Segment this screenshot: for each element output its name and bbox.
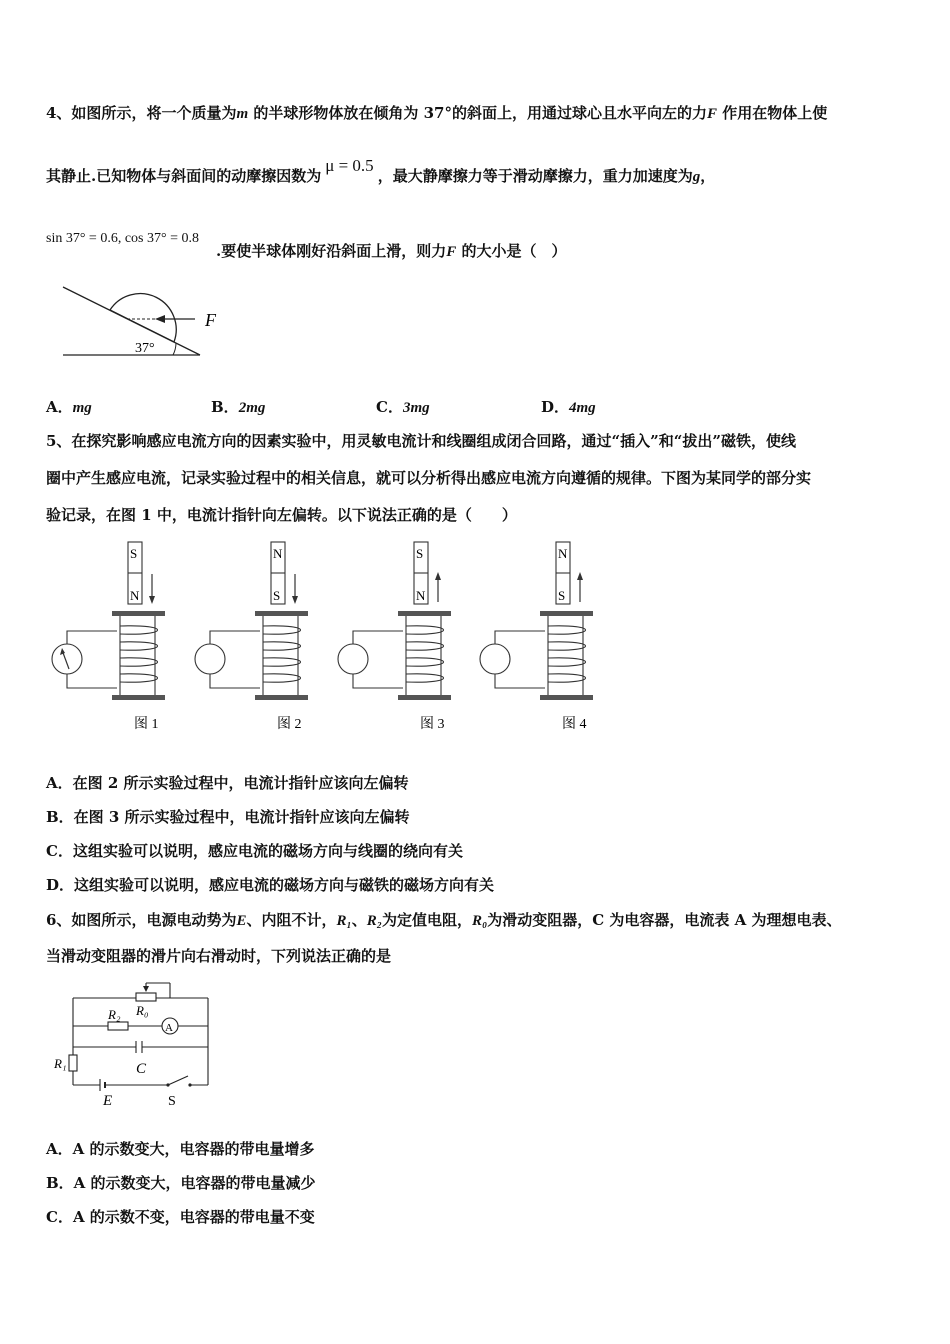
coil-cap-bottom-2 (255, 695, 308, 700)
q6-circuit-diagram (50, 975, 230, 1110)
galvanometer-3 (338, 644, 368, 674)
magnet-pole-bottom-2: S (273, 588, 281, 603)
q4-text: 4、如图所示，将一个质量为 (46, 104, 237, 122)
coil-cap-bottom-1 (112, 695, 165, 700)
figure-caption-3: 图 3 (420, 717, 445, 732)
q5-option-c[interactable]: C．这组实验可以说明，感应电流的磁场方向与线圈的绕向有关 (46, 842, 463, 860)
coil-cap-top-1 (112, 611, 165, 616)
q4-text: 作用在物体上使 (716, 104, 828, 122)
magnet-pole-bottom-1: N (130, 588, 140, 603)
magnet-pole-top-1: S (130, 546, 138, 561)
r2-label: R₂ (108, 1007, 121, 1022)
q4-text: 的大小是（ ） (456, 242, 567, 260)
q4-line-3b (216, 240, 566, 261)
hemisphere (110, 294, 176, 342)
coil-winding-2 (263, 626, 301, 682)
wire-top-1 (67, 631, 117, 644)
force-label: F (205, 310, 216, 330)
q5-line-3: 验记录，在图 1 中，电流计指针向左偏转。以下说法正确的是（ ） (46, 506, 517, 524)
magnet-pole-bottom-3: N (416, 588, 426, 603)
switch-label: S (168, 1094, 176, 1109)
q5-coil-figures (40, 538, 640, 738)
q4-line-2 (46, 156, 716, 186)
motion-arrowhead-1 (149, 596, 155, 604)
q4-text: ，最大静摩擦力等于滑动摩擦力，重力加速度为 (377, 167, 693, 185)
figure-caption-2: 图 2 (277, 717, 302, 732)
q5-line-1: 5、在探究影响感应电流方向的因素实验中，用灵敏电流计和线圈组成闭合回路，通过“插入”和“拔出”磁铁，使线 (46, 432, 796, 450)
q4-option-d[interactable]: D．4mg (541, 398, 596, 416)
wire-bottom-2 (210, 674, 260, 688)
coil-cap-top-3 (398, 611, 451, 616)
q6-option-c[interactable]: C．A 的示数不变，电容器的带电量不变 (46, 1208, 315, 1226)
q5-option-a[interactable]: A．在图 2 所示实验过程中，电流计指针应该向左偏转 (46, 774, 409, 792)
magnet-pole-top-3: S (416, 546, 424, 561)
wire-bottom-3 (353, 674, 403, 688)
r1-label: R₁ (54, 1056, 67, 1071)
q4-option-b[interactable]: B．2mg (211, 398, 266, 416)
magnet-pole-bottom-4: S (558, 588, 566, 603)
coil-cap-top-4 (540, 611, 593, 616)
magnet-pole-top-2: N (273, 546, 283, 561)
emf-label: E (103, 1093, 113, 1109)
ammeter-label: A (165, 1022, 173, 1034)
q6-line-2: 当滑动变阻器的滑片向右滑动时，下列说法正确的是 (46, 947, 392, 965)
q4-line-1 (46, 102, 827, 123)
q5-option-d[interactable]: D．这组实验可以说明，感应电流的磁场方向与磁铁的磁场方向有关 (46, 876, 495, 894)
q4-trig-formula: sin 37° = 0.6, cos 37° = 0.8 (46, 231, 199, 246)
q4-incline-figure (55, 282, 235, 362)
motion-arrowhead-2 (292, 596, 298, 604)
magnet-pole-top-4: N (558, 546, 568, 561)
q6-line-1: 6、如图所示，电源电动势为E、内阻不计，R₁、R₂为定值电阻，R₀为滑动变阻器，C 为电容器，电流表 A 为理想电表、 (46, 911, 842, 929)
q5-option-b[interactable]: B．在图 3 所示实验过程中，电流计指针应该向左偏转 (46, 808, 410, 826)
q4-line-3 (46, 228, 199, 247)
force-arrowhead (155, 315, 165, 323)
hemisphere-base (110, 310, 174, 342)
motion-arrowhead-4 (577, 572, 583, 580)
q4-option-a[interactable]: A．mg (46, 398, 92, 416)
wire-bottom-1 (67, 674, 117, 688)
angle-arc (173, 343, 176, 355)
coil-cap-bottom-3 (398, 695, 451, 700)
motion-arrowhead-3 (435, 572, 441, 580)
q4-text: 的半球形物体放在倾角为 37°的斜面上，用通过球心且水平向左的力 (248, 104, 707, 122)
q4-text: ， (700, 167, 716, 185)
coil-cap-top-2 (255, 611, 308, 616)
figure-caption-1: 图 1 (134, 717, 159, 732)
q4-var-F: F (446, 244, 457, 260)
figure-caption-4: 图 4 (562, 717, 587, 732)
q4-var-F: F (706, 106, 717, 122)
q4-var-m: m (236, 106, 249, 122)
needle-head (60, 648, 65, 655)
galvanometer-2 (195, 644, 225, 674)
galvanometer-1 (52, 644, 82, 674)
q4-text: .要使半球体刚好沿斜面上滑，则力 (216, 242, 447, 260)
coil-winding-1 (120, 626, 158, 682)
coil-cap-bottom-4 (540, 695, 593, 700)
wire-top-3 (353, 631, 403, 644)
coil-winding-4 (548, 626, 586, 682)
q5-line-2: 圈中产生感应电流，记录实验过程中的相关信息，就可以分析得出感应电流方向遵循的规律。下图为某同学的部分实 (46, 469, 812, 487)
q6-option-b[interactable]: B．A 的示数变大，电容器的带电量减少 (46, 1174, 316, 1192)
wire-bottom-4 (495, 674, 545, 688)
q4-mu-formula: μ = 0.5 (325, 156, 374, 175)
capacitor-label: C (136, 1061, 147, 1077)
wire-top-2 (210, 631, 260, 644)
wire-top-4 (495, 631, 545, 644)
angle-label: 37° (135, 341, 155, 356)
q4-var-g: g (692, 169, 701, 185)
q6-option-a[interactable]: A．A 的示数变大，电容器的带电量增多 (46, 1140, 315, 1158)
coil-winding-3 (406, 626, 444, 682)
galvanometer-4 (480, 644, 510, 674)
r0-label: R₀ (136, 1003, 149, 1018)
q4-option-c[interactable]: C．3mg (376, 398, 430, 416)
q4-text: 其静止.已知物体与斜面间的动摩擦因数为 (46, 167, 322, 185)
